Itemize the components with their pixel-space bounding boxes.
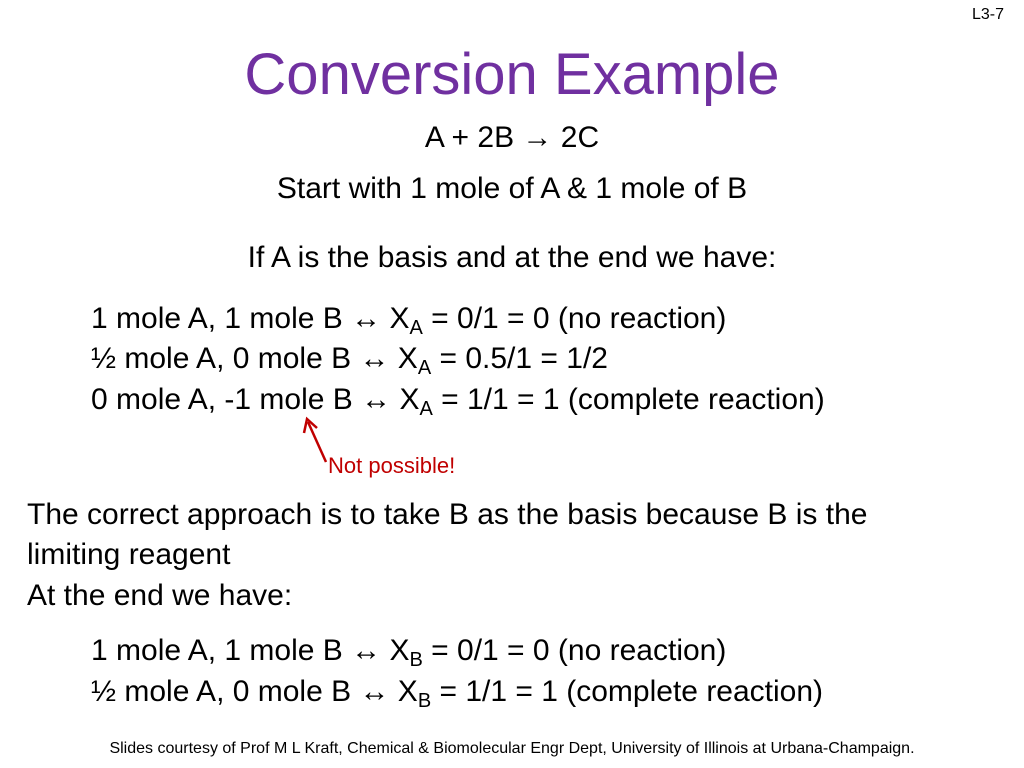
slide-number: L3-7: [971, 6, 1004, 23]
case-text: ½ mole A, 0 mole B ↔ X: [91, 342, 418, 375]
case-result: = 1/1 = 1 (complete reaction): [431, 675, 824, 708]
footer-credit: Slides courtesy of Prof M L Kraft, Chemical & Biomolecular Engr Dept, University of Illinois at Urbana-Champaign.: [109, 740, 915, 757]
case-result: = 0/1 = 0 (no reaction): [422, 634, 727, 667]
conversion-subscript: A: [417, 357, 432, 379]
case-a-line-3: [91, 380, 825, 420]
conversion-subscript: A: [409, 317, 423, 339]
case-result: = 1/1 = 1 (complete reaction): [432, 383, 825, 416]
reaction-equation: A + 2B → 2C: [424, 121, 600, 154]
start-condition: Start with 1 mole of A & 1 mole of B: [276, 172, 748, 205]
conversion-subscript: B: [417, 690, 432, 712]
case-text: 1 mole A, 1 mole B ↔ X: [91, 634, 410, 667]
basis-a-intro: If A is the basis and at the end we have:: [247, 241, 777, 274]
correct-approach-line-1: The correct approach is to take B as the basis because B is the: [27, 498, 868, 531]
case-b-line-1: [91, 631, 726, 671]
case-text: 0 mole A, -1 mole B ↔ X: [91, 383, 420, 416]
case-text: ½ mole A, 0 mole B ↔ X: [91, 675, 418, 708]
basis-b-intro: At the end we have:: [27, 579, 293, 612]
case-b-line-2: [91, 672, 823, 712]
conversion-subscript: A: [419, 398, 433, 420]
case-text: 1 mole A, 1 mole B ↔ X: [91, 302, 410, 335]
case-result: = 0.5/1 = 1/2: [431, 342, 608, 375]
not-possible-note: Not possible!: [328, 453, 456, 478]
case-a-line-2: [91, 339, 608, 379]
case-result: = 0/1 = 0 (no reaction): [422, 302, 727, 335]
conversion-subscript: B: [409, 649, 423, 671]
slide-title: Conversion Example: [244, 42, 780, 107]
correct-approach-line-2: limiting reagent: [27, 538, 231, 571]
case-a-line-1: [91, 299, 726, 339]
